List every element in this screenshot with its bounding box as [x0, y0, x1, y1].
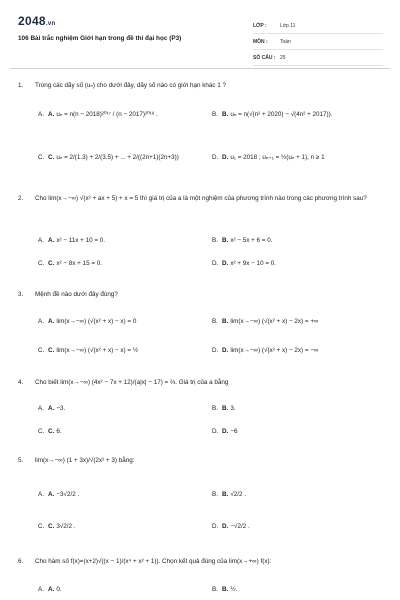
- question-stem: Cho lim(x→−∞) √(x² + ax + 5) + x = 5 thì giá trị của a là một nghiệm của phương trình nào trong các phương trình sau?: [35, 195, 367, 202]
- meta-row-class: LỚP : Lớp 11: [253, 18, 383, 34]
- option-3c[interactable]: C. C. lim(x→−∞) (√(x² + x) − x) = ½: [38, 347, 139, 354]
- option-5c[interactable]: C. C. 3√2/2 .: [38, 523, 76, 530]
- question-4: 4. Cho biết lim(x→−∞) (4x² − 7x + 12)/(a|x| − 17) = ⅔. Giá trị của a bằng: [18, 378, 390, 387]
- option-5d[interactable]: D. D. −√2/2 .: [212, 523, 250, 530]
- question-stem: lim(x→−∞) (1 + 3x)/√(2x² + 3) bằng:: [35, 457, 135, 464]
- option-2c[interactable]: C. C. x² − 8x + 15 = 0.: [38, 260, 102, 267]
- option-1b[interactable]: B. B. uₙ = n(√(n² + 2020) − √(4n² + 2017)).: [212, 111, 333, 118]
- option-2b[interactable]: B. B. x² − 5x + 6 = 0.: [212, 237, 273, 244]
- option-6b[interactable]: B. B. ½.: [212, 586, 238, 593]
- question-1: 1. Trong các dãy số (uₙ) cho dưới đây, dãy số nào có giới hạn khác 1 ?: [18, 81, 390, 90]
- option-4c[interactable]: C. C. 6.: [38, 428, 62, 435]
- option-3b[interactable]: B. B. lim(x→−∞) (√(x² + x) − 2x) = +∞: [212, 318, 319, 325]
- option-1d[interactable]: D. D. u₁ = 2018 ; uₙ₊₁ = ½(uₙ + 1), n ≥ 1: [212, 154, 325, 161]
- option-4a[interactable]: A. A. −3.: [38, 405, 66, 412]
- question-3: 3. Mệnh đề nào dưới đây đúng?: [18, 290, 390, 299]
- question-2: 2. Cho lim(x→−∞) √(x² + ax + 5) + x = 5 thì giá trị của a là một nghiệm của phương trình nào trong các phương trình sau?: [18, 194, 390, 203]
- option-2a[interactable]: A. A. x² − 11x + 10 = 0.: [38, 237, 106, 244]
- option-5b[interactable]: B. B. √2/2 .: [212, 491, 247, 498]
- question-stem: Cho hàm số f(x)=(x+2)√((x − 1)/(x⁴ + x² + 1)). Chọn kết quả đúng của lim(x→+∞) f(x):: [35, 558, 272, 565]
- question-6: 6. Cho hàm số f(x)=(x+2)√((x − 1)/(x⁴ + x² + 1)). Chọn kết quả đúng của lim(x→+∞) f(x):: [18, 557, 390, 566]
- meta-table: [253, 18, 383, 66]
- option-4d[interactable]: D. D. −6: [212, 428, 238, 435]
- question-stem: Mệnh đề nào dưới đây đúng?: [35, 291, 118, 298]
- site-logo[interactable]: 2048.vn: [18, 14, 56, 28]
- option-6a[interactable]: A. A. 0.: [38, 586, 62, 593]
- page-title: 106 Bài trắc nghiệm Giới hạn trong đề thi đại học (P3): [18, 35, 182, 42]
- question-stem: Trong các dãy số (uₙ) cho dưới đây, dãy số nào có giới hạn khác 1 ?: [35, 82, 227, 89]
- option-3d[interactable]: D. D. lim(x→−∞) (√(x² + x) − 2x) = −∞: [212, 347, 319, 354]
- header-divider: [10, 68, 390, 69]
- option-1c[interactable]: C. C. uₙ = 2/(1.3) + 2/(3.5) + ... + 2/((2n+1)(2n+3)): [38, 154, 179, 161]
- question-5: 5. lim(x→−∞) (1 + 3x)/√(2x² + 3) bằng:: [18, 456, 390, 465]
- question-stem: Cho biết lim(x→−∞) (4x² − 7x + 12)/(a|x| − 17) = ⅔. Giá trị của a bằng: [35, 379, 229, 386]
- option-1a[interactable]: A. A. uₙ = n(n − 2018)²⁰¹⁷ / (n − 2017)²⁰¹⁸ .: [38, 111, 158, 118]
- option-2d[interactable]: D. D. x² + 9x − 10 = 0.: [212, 260, 276, 267]
- option-4b[interactable]: B. B. 3.: [212, 405, 236, 412]
- meta-row-subject: MÔN : Toán: [253, 34, 383, 50]
- option-3a[interactable]: A. A. lim(x→−∞) (√(x² + x) − x) = 0: [38, 318, 137, 325]
- option-5a[interactable]: A. A. −3√2/2 .: [38, 491, 80, 498]
- meta-row-count: SỐ CÂU : 25: [253, 50, 383, 66]
